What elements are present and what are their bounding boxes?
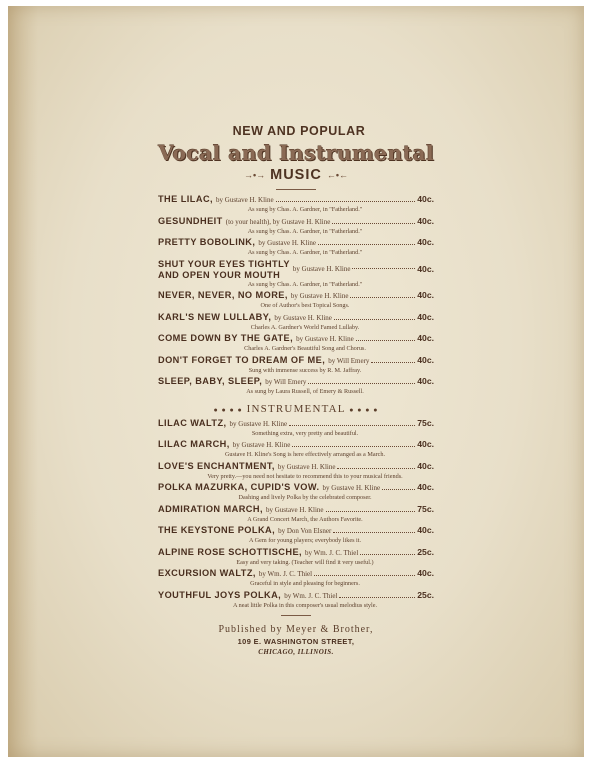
entry-price: 40c. (417, 525, 434, 535)
dot-leader (332, 223, 415, 224)
entry-description: A Gem for young players; everybody likes it. (248, 537, 362, 544)
entry-line (158, 504, 434, 516)
entry-title: LILAC MARCH, (158, 439, 230, 449)
entry-line (158, 216, 434, 228)
entry-price: 40c. (417, 460, 434, 471)
divider (276, 189, 316, 190)
catalog-entry (158, 482, 434, 502)
dot-leader (314, 575, 415, 576)
entry-line (158, 194, 434, 206)
catalog-entry (158, 290, 434, 310)
entry-composer: by Gustave H. Kline (322, 484, 381, 492)
entry-title: DON'T FORGET TO DREAM OF ME, (158, 354, 326, 365)
entry-title (158, 259, 290, 281)
entry-title: YOUTHFUL JOYS POLKA, (158, 589, 282, 600)
entry-composer: by Gustave H. Kline (229, 419, 288, 428)
publisher-address: 109 E. WASHINGTON STREET, (237, 637, 355, 646)
catalog-entry (158, 333, 434, 353)
dot-leader (292, 446, 415, 447)
entry-composer: by Gustave H. Kline (258, 239, 316, 247)
entry-title: THE LILAC, (158, 194, 214, 204)
entry-line (158, 418, 434, 430)
entry-title: ADMIRATION MARCH, (158, 503, 263, 514)
entry-composer: by Wm. J. C. Thiel (305, 548, 359, 557)
entry-price: 40c. (417, 237, 434, 247)
entry-line (158, 355, 434, 367)
entry-price: 40c. (417, 333, 434, 343)
entry-price: 25c. (417, 546, 434, 557)
publisher-city: CHICAGO, ILLINOIS. (258, 648, 334, 656)
catalog-entry (158, 547, 434, 567)
dot-leader (382, 489, 415, 490)
new-popular-heading: NEW AND POPULAR (232, 124, 366, 138)
instrumental-list (158, 418, 434, 610)
entry-description: Gustave H. Kline's Song is here effectively arranged as a March. (224, 451, 386, 458)
entry-description: A Grand Concert March, the Authors Favorite. (247, 515, 363, 523)
entry-description: As sung by Chas. A. Gardner, in "Fatherland." (247, 206, 363, 213)
entry-description: Charles A. Gardner's World Famed Lullaby. (250, 323, 360, 331)
instrumental-label: INSTRUMENTAL (246, 402, 346, 415)
dot-leader (276, 201, 416, 202)
sheet-music-page (8, 6, 584, 757)
entry-price: 40c. (417, 482, 434, 492)
entry-line (158, 376, 434, 388)
entry-line (158, 590, 434, 602)
entry-description: Easy and very taking. (Teacher will find it very useful.) (236, 558, 374, 566)
entry-composer: by Wm. J. C. Thiel (284, 591, 338, 600)
dot-leader (308, 383, 415, 384)
dot-leader (350, 297, 415, 298)
catalog-entry (158, 439, 434, 459)
entry-price: 40c. (417, 376, 434, 386)
entry-line (158, 568, 434, 580)
entry-price: 40c. (417, 354, 434, 365)
catalog-entry (158, 216, 434, 236)
entry-description: One of Author's best Topical Songs. (260, 302, 350, 309)
catalog-entry (158, 194, 434, 214)
dot-leader (371, 362, 415, 363)
entry-price: 40c. (417, 194, 434, 204)
entry-line (158, 290, 434, 302)
entry-line (158, 525, 434, 537)
catalog-entry (158, 355, 434, 375)
ornament-left-icon: →•→ (243, 170, 266, 181)
vocal-list (158, 194, 434, 396)
entry-composer: by Gustave H. Kline (296, 335, 354, 343)
dot-leader (334, 319, 415, 320)
ornament-right-icon: ←•← (326, 170, 349, 181)
entry-title: ALPINE ROSE SCHOTTISCHE, (158, 546, 303, 557)
entry-description: A neat little Polka in this composer's usual melodius style. (232, 601, 378, 609)
entry-price: 40c. (417, 568, 434, 578)
entry-title: EXCURSION WALTZ, (158, 568, 256, 578)
entry-line (158, 482, 434, 494)
entry-description: Very pretty.—you need not hesitate to recommend this to your musical friends. (207, 472, 403, 480)
dot-leader (326, 511, 416, 512)
entry-composer: by Gustave H. Kline (232, 441, 291, 449)
entry-description: Something extra, very pretty and beautiful. (251, 429, 359, 437)
divider (281, 615, 311, 616)
entry-line (158, 547, 434, 559)
entry-price: 40c. (417, 215, 434, 226)
entry-line (158, 312, 434, 324)
entry-price: 40c. (417, 311, 434, 322)
entry-composer: by Gustave H. Kline (265, 505, 324, 514)
entry-title: POLKA MAZURKA, CUPID'S VOW. (158, 482, 320, 492)
instrumental-heading (158, 403, 434, 415)
entry-price: 75c. (417, 503, 434, 514)
entry-title: SLEEP, BABY, SLEEP, (158, 376, 263, 386)
publisher: Published by Meyer & Brother, (218, 624, 374, 635)
catalog-entry (158, 418, 434, 438)
catalog-content (158, 124, 434, 656)
vocal-instrumental-heading: Vocal and Instrumental (158, 141, 435, 165)
entry-title: GESUNDHEIT (158, 215, 223, 226)
dot-leader (352, 268, 415, 269)
entry-composer: by Will Emery (265, 378, 307, 386)
catalog-entry (158, 504, 434, 524)
entry-line (158, 333, 434, 345)
entry-line (158, 259, 434, 281)
dot-leader (333, 532, 415, 533)
entry-description: As sung by Chas. A. Gardner, in "Fatherland." (247, 227, 363, 235)
dot-leader (356, 340, 416, 341)
dot-leader (360, 554, 415, 555)
entry-price: 40c. (417, 439, 434, 449)
entry-title: KARL'S NEW LULLABY, (158, 311, 272, 322)
entry-description: Dashing and lively Polka by the celebrated composer. (238, 494, 372, 501)
entry-line (158, 439, 434, 451)
entry-title: LOVE'S ENCHANTMENT, (158, 460, 275, 471)
entry-title: PRETTY BOBOLINK, (158, 237, 256, 247)
catalog-entry (158, 525, 434, 545)
dot-leader (339, 597, 415, 598)
entry-composer: by Gustave H. Kline (216, 196, 274, 204)
entry-composer: by Gustave H. Kline (290, 292, 349, 300)
dot-leader (318, 244, 415, 245)
entry-description: Charles A. Gardner's Beautiful Song and Chorus. (244, 345, 366, 352)
entry-title-line1: SHUT YOUR EYES TIGHTLY (158, 258, 290, 269)
entry-line (158, 461, 434, 473)
entry-description: As sung by Chas. A. Gardner, in "Fatherland." (247, 280, 363, 288)
catalog-entry (158, 568, 434, 588)
catalog-entry (158, 237, 434, 257)
entry-composer: by Wm. J. C. Thiel (258, 570, 313, 578)
entry-description: Graceful in style and pleasing for beginners. (250, 580, 360, 587)
catalog-entry (158, 376, 434, 396)
catalog-entry (158, 461, 434, 481)
catalog-entry (158, 312, 434, 332)
entry-composer: (to your health), by Gustave H. Kline (225, 217, 331, 226)
entry-composer: by Don Von Elsner (278, 527, 332, 535)
ornament-dots-right-icon: ● ● ● ● (349, 405, 379, 414)
entry-title-line2: AND OPEN YOUR MOUTH (158, 269, 281, 280)
entry-composer: by Will Emery (328, 356, 370, 365)
entry-price: 25c. (417, 589, 434, 600)
entry-title: THE KEYSTONE POLKA, (158, 525, 276, 535)
entry-price: 75c. (417, 417, 434, 428)
entry-description: As sung by Laura Russell, of Emery & Russell. (246, 388, 364, 395)
entry-composer: by Gustave H. Kline (274, 313, 332, 322)
entry-description: Sung with immense success by R. M. Jaffray. (248, 366, 362, 374)
dot-leader (337, 468, 415, 469)
entry-price: 40c. (417, 264, 434, 274)
music-heading (158, 167, 434, 183)
entry-title: LILAC WALTZ, (158, 417, 227, 428)
entry-composer: by Gustave H. Kline (277, 462, 336, 471)
catalog-entry (158, 259, 434, 289)
entry-title: NEVER, NEVER, NO MORE, (158, 290, 288, 300)
entry-composer: by Gustave H. Kline (292, 265, 351, 273)
music-label: MUSIC (270, 167, 322, 183)
entry-title: COME DOWN BY THE GATE, (158, 333, 294, 343)
catalog-entry (158, 590, 434, 610)
ornament-dots-left-icon: ● ● ● ● (213, 405, 243, 414)
entry-description: As sung by Chas. A. Gardner, in "Fatherland." (247, 249, 363, 256)
entry-line (158, 237, 434, 249)
dot-leader (289, 425, 415, 426)
entry-price: 40c. (417, 290, 434, 300)
